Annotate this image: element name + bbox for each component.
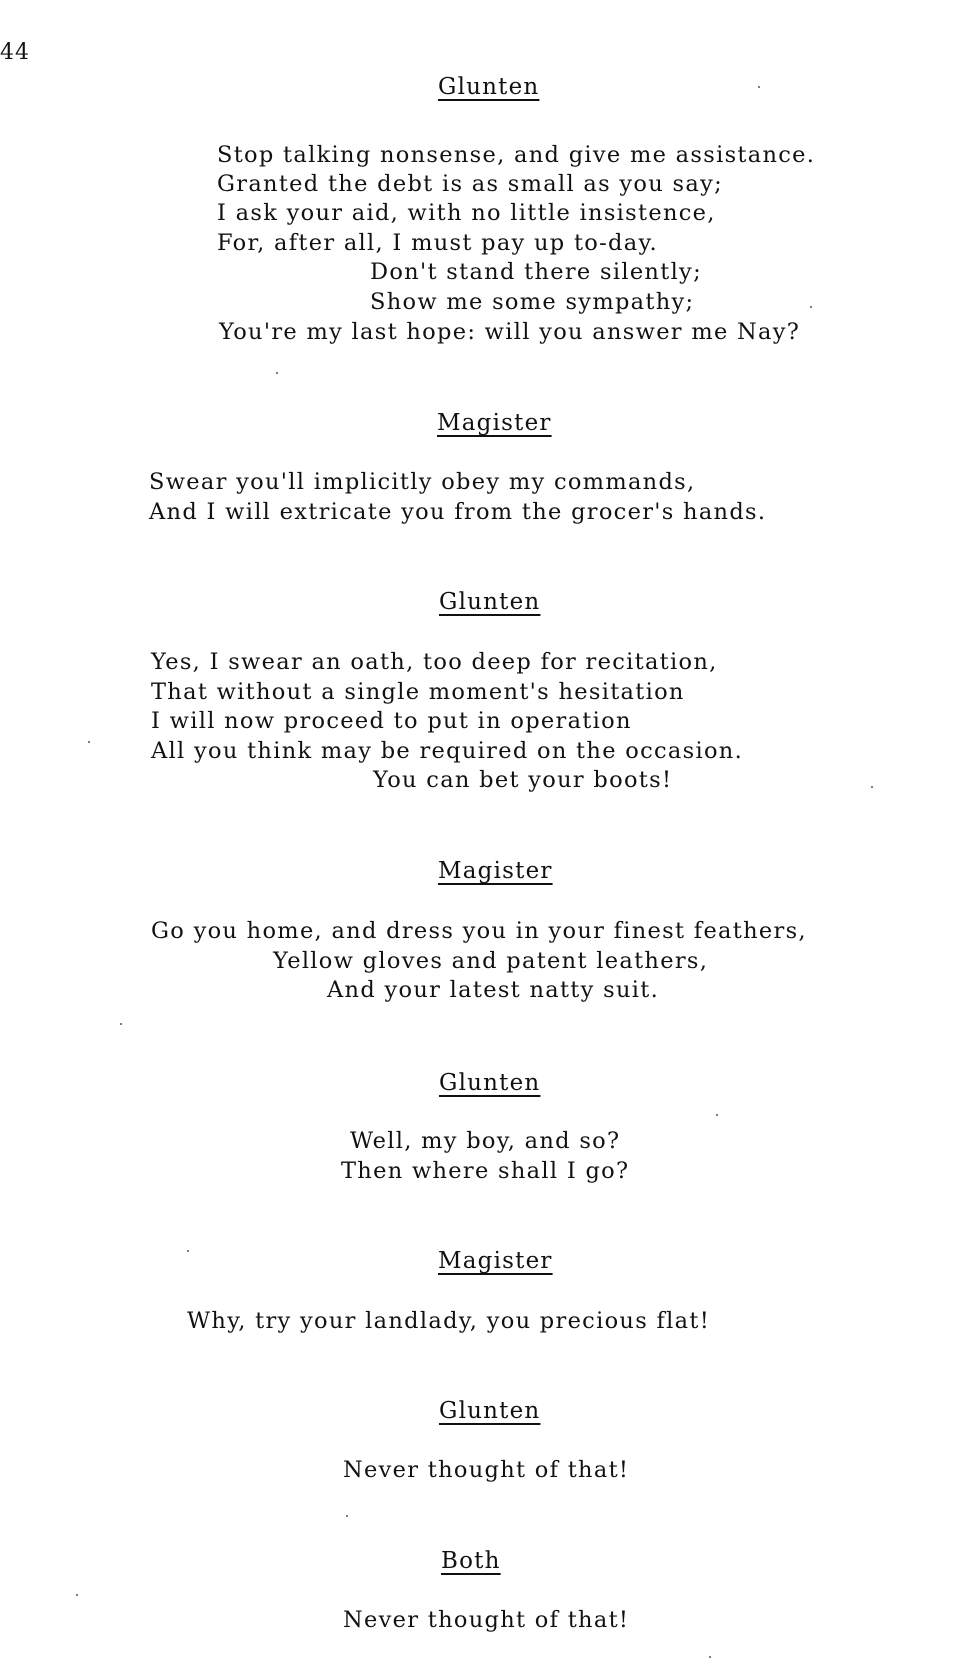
verse-line: For, after all, I must pay up to-day.	[217, 230, 658, 256]
verse-line: Go you home, and dress you in your finest feathers,	[151, 918, 807, 944]
scan-speck	[716, 1114, 718, 1116]
scan-speck	[709, 1656, 711, 1658]
verse-line: That without a single moment's hesitation	[151, 679, 685, 705]
speaker-heading: Glunten	[438, 74, 540, 100]
verse-line: I ask your aid, with no little insistence,	[217, 200, 716, 226]
scan-speck	[187, 1250, 189, 1252]
page-number: 44	[0, 40, 30, 65]
speaker-heading: Magister	[438, 858, 553, 884]
verse-line: Then where shall I go?	[341, 1158, 630, 1184]
verse-line: Don't stand there silently;	[370, 259, 702, 285]
verse-line: Granted the debt is as small as you say;	[217, 171, 723, 197]
verse-line: You're my last hope: will you answer me Nay?	[219, 319, 801, 345]
speaker-heading: Glunten	[439, 1398, 541, 1424]
verse-line: Yes, I swear an oath, too deep for recitation,	[151, 649, 718, 675]
speaker-heading: Glunten	[439, 589, 541, 615]
verse-line: And your latest natty suit.	[327, 977, 660, 1003]
verse-line: Well, my boy, and so?	[350, 1128, 621, 1154]
verse-line: All you think may be required on the occasion.	[151, 738, 744, 764]
verse-line: Show me some sympathy;	[370, 289, 695, 315]
verse-line: Yellow gloves and patent leathers,	[273, 948, 709, 974]
scan-speck	[758, 86, 760, 88]
speaker-heading: Magister	[438, 1248, 553, 1274]
verse-line: And I will extricate you from the grocer's hands.	[149, 499, 767, 525]
verse-line: I will now proceed to put in operation	[151, 708, 632, 734]
scan-speck	[88, 741, 90, 743]
verse-line: You can bet your boots!	[373, 767, 673, 793]
scan-speck	[76, 1594, 78, 1596]
verse-line: Why, try your landlady, you precious flat!	[187, 1308, 711, 1334]
scan-speck	[810, 306, 812, 308]
speaker-heading: Both	[441, 1548, 501, 1574]
verse-line: Swear you'll implicitly obey my commands,	[149, 469, 696, 495]
scan-speck	[276, 372, 278, 374]
scan-speck	[120, 1023, 122, 1025]
verse-line: Never thought of that!	[343, 1457, 630, 1483]
speaker-heading: Glunten	[439, 1070, 541, 1096]
scan-speck	[346, 1515, 348, 1517]
speaker-heading: Magister	[437, 410, 552, 436]
verse-line: Stop talking nonsense, and give me assistance.	[217, 142, 816, 168]
verse-line: Never thought of that!	[343, 1607, 630, 1633]
scan-speck	[871, 786, 873, 788]
